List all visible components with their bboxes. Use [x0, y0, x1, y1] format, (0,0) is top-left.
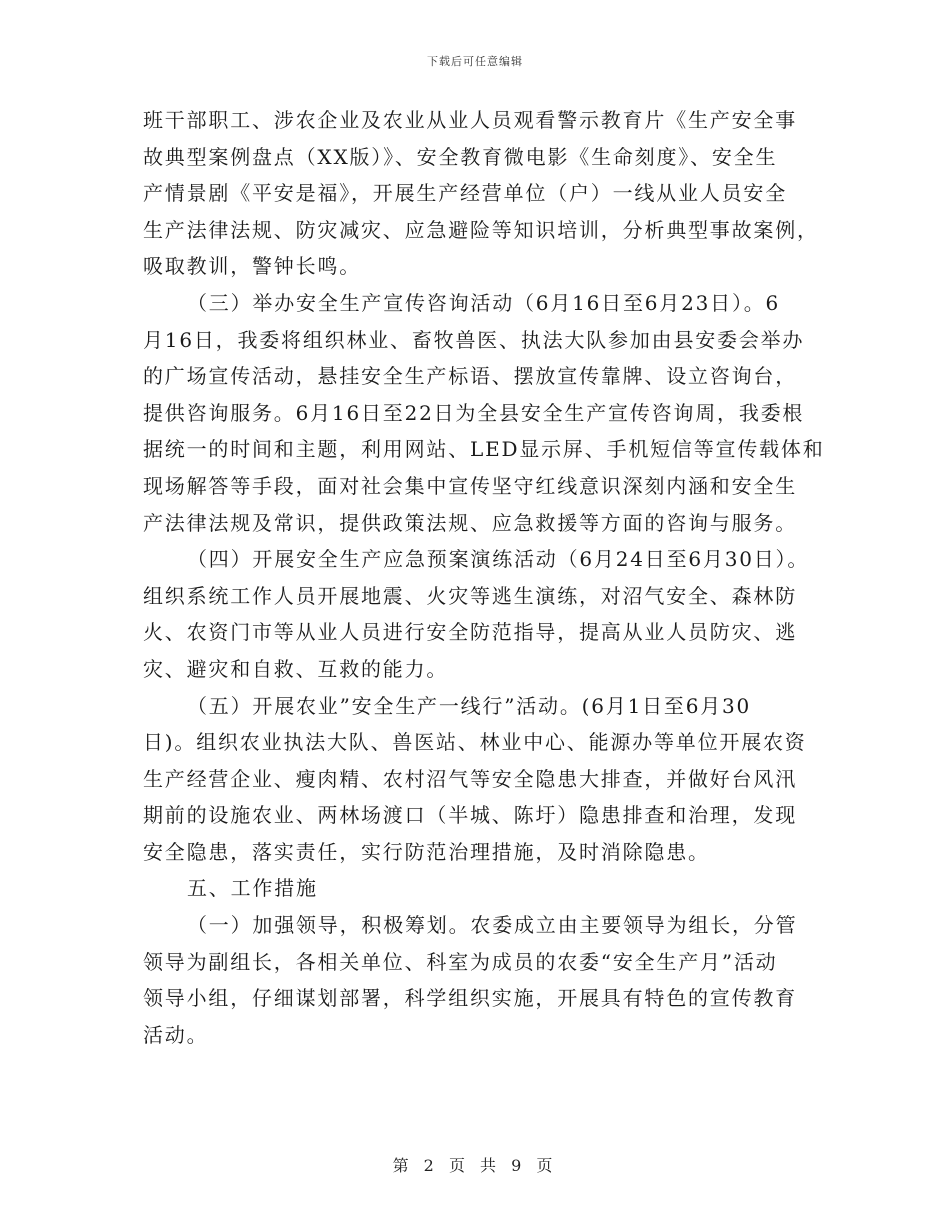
section-heading-measures: 五、工作措施: [187, 876, 318, 901]
text-line: 灾、避灾和自救、互救的能力。: [143, 656, 449, 681]
text-line: 安全隐患，落实责任，实行防范治理措施，及时消除隐患。: [143, 839, 710, 864]
text-line: 吸取教训，警钟长鸣。: [143, 254, 361, 279]
subsection-heading-1: （一）加强领导，积极筹划。农委成立由主要领导为组长，分管: [187, 913, 798, 938]
text-line: 产法律法规及常识，提供政策法规、应急救援等方面的咨询与服务。: [143, 510, 797, 535]
text-line: 活动。: [143, 1022, 209, 1047]
page-header: 下载后可任意编辑: [427, 55, 523, 68]
document-body: [143, 102, 825, 1053]
section-heading-4: （四）开展安全生产应急预案演练活动（6月24日至6月30日）。: [187, 547, 810, 572]
text-line: 提供咨询服务。6月16日至22日为全县安全生产宣传咨询周，我委根: [143, 400, 805, 425]
text-line: 的广场宣传活动，悬挂安全生产标语、摆放宣传靠牌、设立咨询台，: [143, 364, 797, 389]
text-line: 生产法律法规、防灾减灾、应急避险等知识培训，分析典型事故案例，: [143, 217, 819, 242]
section-heading-3: （三）举办安全生产宣传咨询活动（6月16日至6月23日）。6: [187, 290, 781, 315]
text-line: 期前的设施农业、两林场渡口（半城、陈圩）隐患排查和治理，发现: [143, 803, 797, 828]
text-line: 领导为副组长，各相关单位、科室为成员的农委“安全生产月”活动: [143, 949, 778, 974]
text-line: 据统一的时间和主题，利用网站、LED显示屏、手机短信等宣传载体和: [143, 437, 825, 462]
text-line: 领导小组，仔细谋划部署，科学组织实施，开展具有特色的宣传教育: [143, 986, 797, 1011]
text-line: 组织系统工作人员开展地震、火灾等逃生演练，对沼气安全、森林防: [143, 583, 797, 608]
text-line: 月16日，我委将组织林业、畜牧兽医、执法大队参加由县安委会举办: [143, 327, 805, 352]
text-line: 现场解答等手段，面对社会集中宣传坚守红线意识深刻内涵和安全生: [143, 473, 797, 498]
text-line: 日)。组织农业执法大队、兽医站、林业中心、能源办等单位开展农资: [143, 730, 807, 755]
text-line: 故典型案例盘点（XX版）》、安全教育微电影《生命刻度》、安全生: [143, 144, 778, 169]
text-line: 火、农资门市等从业人员进行安全防范指导，提高从业人员防灾、逃: [143, 620, 797, 645]
section-heading-5: （五）开展农业”安全生产一线行”活动。(6月1日至6月30: [187, 693, 752, 718]
text-line: 产情景剧《平安是福》，开展生产经营单位（户）一线从业人员安全: [143, 181, 787, 206]
text-line: 班干部职工、涉农企业及农业从业人员观看警示教育片《生产安全事: [143, 108, 797, 132]
page-footer: 第 2 页 共 9 页: [392, 1156, 558, 1175]
text-line: 生产经营企业、瘦肉精、农村沼气等安全隐患大排查，并做好台风汛: [143, 766, 797, 791]
